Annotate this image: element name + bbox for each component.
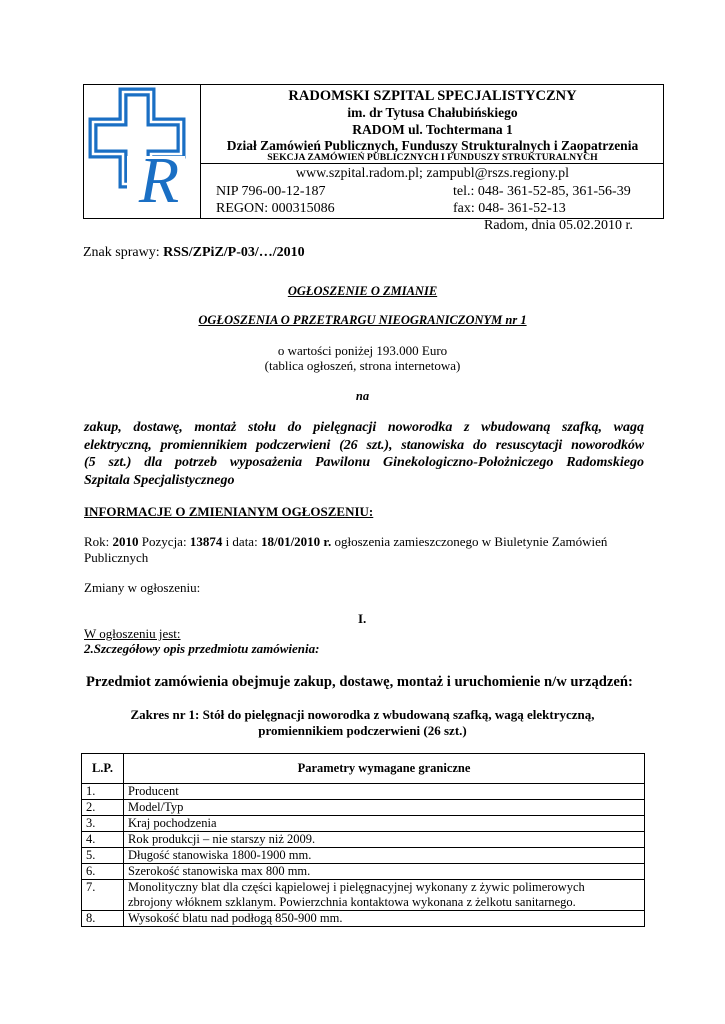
date-label: i data: [222, 534, 261, 549]
scope-line: promiennikiem podczerwieni (26 szt.) [258, 723, 467, 738]
info-heading: INFORMACJE O ZMIENIANYM OGŁOSZENIU: [84, 504, 374, 519]
date-line: Radom, dnia 05.02.2010 r. [484, 218, 633, 233]
title-tender: OGŁOSZENIA O PRZETRARGU NIEOGRANICZONYM nr 1 [198, 313, 527, 327]
telephone: tel.: 048- 361-52-85, 361-56-39 [453, 184, 631, 199]
scope-line: Zakres nr 1: Stół do pielęgnacji noworodka z wbudowaną szafką, wagą elektryczną, [130, 707, 595, 722]
nip: NIP 796-00-12-187 [216, 184, 326, 199]
hospital-address: RADOM ul. Tochtermana 1 [352, 122, 513, 137]
hospital-logo [83, 84, 199, 217]
row-text: Wysokość blatu nad podłogą 850-900 mm. [124, 911, 645, 927]
description-heading: 2.Szczegółowy opis przedmiotu zamówienia: [84, 641, 320, 656]
table-header-row [82, 754, 645, 784]
hospital-name: RADOMSKI SZPITAL SPECJALISTYCZNY [288, 88, 577, 104]
section-name: SEKCJA ZAMÓWIEŃ PUBLICZNYCH I FUNDUSZY STRUKTURALNYCH [267, 152, 598, 163]
table-row [82, 864, 645, 880]
row-number: 4. [82, 832, 124, 848]
announcement-is-label: W ogłoszeniu jest: [84, 626, 181, 641]
bulletin-text: ogłoszenia zamieszczonego w Biuletynie Zamówień [331, 534, 608, 549]
announcement-date: 18/01/2010 r. [260, 534, 332, 549]
na-label: na [355, 389, 370, 403]
row-number: 2. [82, 800, 124, 816]
order-subject: Przedmiot zamówienia obejmuje zakup, dostawę, montaż i uruchomienie n/w urządzeń: [86, 674, 633, 690]
hospital-patron: im. dr Tytusa Chałubińskiego [347, 105, 518, 120]
section-number: I. [358, 611, 367, 626]
rok-year: 2010 [112, 534, 139, 549]
row-number: 8. [82, 911, 124, 927]
row-number: 5. [82, 848, 124, 864]
table-row [82, 848, 645, 864]
logo-cell [83, 84, 201, 219]
row-number: 7. [82, 880, 124, 911]
row-text: Długość stanowiska 1800-1900 mm. [124, 848, 645, 864]
row-text-line: zbrojony włóknem szklanym. Powierzchnia kontaktowa wykonana z żelkotu sanitarnego. [128, 895, 576, 909]
table-row [82, 911, 645, 927]
header-lp: L.P. [82, 754, 124, 784]
subject-line: elektryczną, promiennikiem podczerwieni (26 szt.), stanowiska do resuscytacji noworodków [84, 437, 644, 453]
table-row [82, 816, 645, 832]
department-name: Dział Zamówień Publicznych, Funduszy Strukturalnych i Zaopatrzenia [226, 138, 639, 153]
row-text-line: Monolityczny blat dla części kąpielowej i pielęgnacyjnej wykonany z żywic polimerowych [128, 880, 585, 894]
web-email: www.szpital.radom.pl; zampubl@rszs.regiony.pl [295, 166, 570, 181]
publication-line: (tablica ogłoszeń, strona internetowa) [264, 358, 461, 373]
table-row [82, 880, 645, 911]
header-divider [201, 163, 664, 164]
case-reference [83, 245, 305, 260]
changes-label: Zmiany w ogłoszeniu: [84, 580, 201, 595]
subject-block [84, 419, 644, 489]
row-number: 6. [82, 864, 124, 880]
bulletin-text-cont: Publicznych [84, 550, 149, 565]
row-text: Producent [124, 784, 645, 800]
regon: REGON: 000315086 [216, 201, 335, 216]
row-number: 1. [82, 784, 124, 800]
header-parameters: Parametry wymagane graniczne [124, 754, 645, 784]
case-label: Znak sprawy: [83, 245, 164, 260]
subject-line: (5 szt.) dla potrzeb wyposażenia Pawilonu Ginekologiczno-Położniczego Radomskiego [84, 455, 644, 470]
rok-label: Rok: [84, 534, 113, 549]
row-number: 3. [82, 816, 124, 832]
parameters-table [81, 753, 645, 927]
announcement-reference [84, 535, 607, 549]
row-text: Szerokość stanowiska max 800 mm. [124, 864, 645, 880]
subject-line: zakup, dostawę, montaż stołu do pielęgnacji noworodka z wbudowaną szafką, wagą [84, 420, 644, 435]
row-text [124, 880, 645, 911]
logo-letter: R [138, 144, 180, 217]
fax: fax: 048- 361-52-13 [453, 201, 566, 216]
position-number: 13874 [189, 534, 223, 549]
row-text: Model/Typ [124, 800, 645, 816]
table-row [82, 800, 645, 816]
case-number: RSS/ZPiZ/P-03/…/2010 [163, 245, 305, 260]
table-row [82, 784, 645, 800]
subject-line: Szpitala Specjalistycznego [84, 472, 235, 488]
row-text: Rok produkcji – nie starszy niż 2009. [124, 832, 645, 848]
value-line: o wartości poniżej 193.000 Euro [277, 343, 448, 358]
position-label: Pozycja: [138, 534, 190, 549]
table-row [82, 832, 645, 848]
title-change: OGŁOSZENIE O ZMIANIE [287, 284, 438, 298]
row-text: Kraj pochodzenia [124, 816, 645, 832]
